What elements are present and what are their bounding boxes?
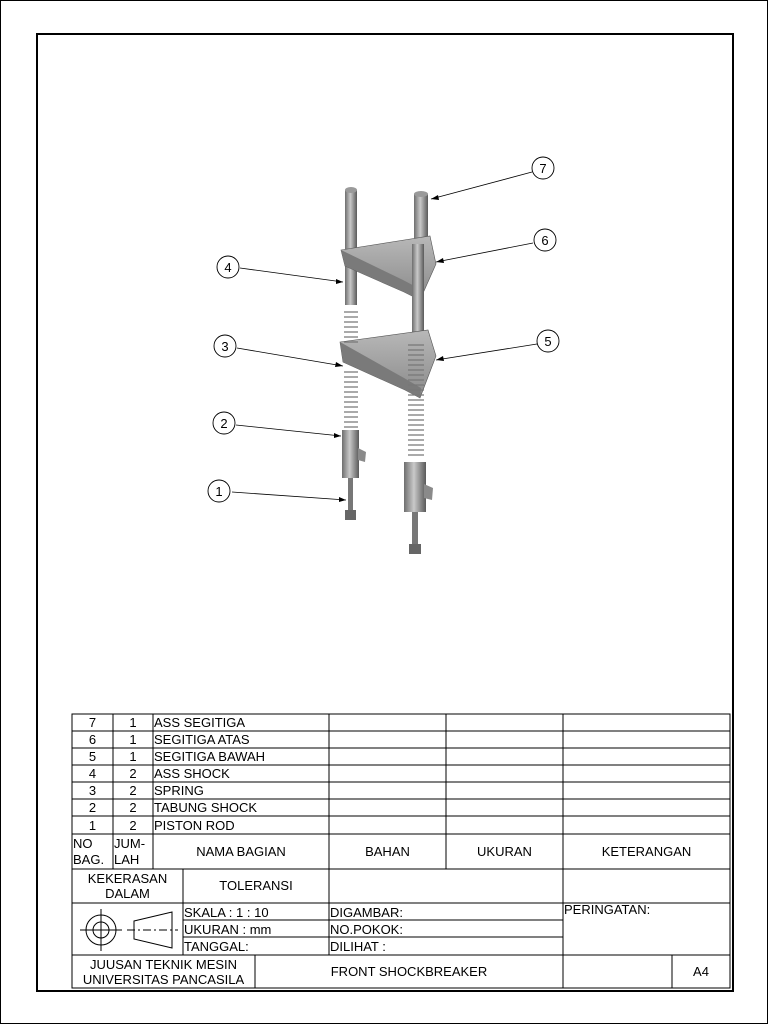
projection-symbol-icon	[80, 909, 178, 951]
part-qty: 2	[129, 766, 137, 781]
leader-line-7	[431, 172, 532, 199]
part-no: 4	[88, 766, 97, 781]
callout-label-5: 5	[544, 334, 552, 349]
tolerance-label: TOLERANSI	[219, 878, 293, 893]
part-qty: 1	[129, 749, 137, 764]
part-qty: 2	[129, 783, 137, 798]
department-line1: JUUSAN TEKNIK MESIN	[89, 957, 238, 972]
right-tube-bracket	[424, 484, 433, 500]
hardness-label-line1: KEKERASAN	[87, 871, 168, 886]
part-no: 2	[88, 800, 97, 815]
header-no-line1: NO	[73, 836, 93, 851]
header-qty-line2: LAH	[114, 852, 140, 867]
right-rod-top	[414, 191, 428, 197]
header-size: UKURAN	[477, 844, 532, 859]
leader-line-3	[237, 348, 343, 366]
scale-label: SKALA : 1 : 10	[184, 905, 269, 920]
hardness-label-line2: DALAM	[105, 886, 150, 901]
part-qty: 1	[129, 732, 137, 747]
right-piston-end	[409, 544, 421, 554]
callout-label-2: 2	[220, 416, 228, 431]
arrow-1	[339, 497, 346, 502]
header-name: NAMA BAGIAN	[196, 844, 286, 859]
part-no: 7	[88, 715, 97, 730]
left-piston-end	[345, 510, 356, 520]
leader-line-2	[236, 425, 341, 436]
callout-label-4: 4	[224, 260, 232, 275]
leader-line-6	[436, 243, 533, 262]
callout-label-1: 1	[215, 484, 223, 499]
warning-label: PERINGATAN:	[564, 902, 651, 917]
date-label: TANGGAL:	[184, 939, 249, 954]
leader-line-1	[232, 492, 346, 500]
header-remarks: KETERANGAN	[601, 844, 692, 859]
part-name: ASS SEGITIGA	[154, 715, 246, 730]
part-number-label: NO.POKOK:	[330, 922, 403, 937]
header-no-line2: BAG.	[73, 852, 105, 867]
callout-label-3: 3	[221, 339, 229, 354]
part-no: 5	[88, 749, 97, 764]
header-material: BAHAN	[365, 844, 410, 859]
part-no: 1	[88, 818, 97, 833]
left-piston-rod	[348, 478, 353, 512]
part-name: SEGITIGA BAWAH	[154, 749, 266, 764]
callout-label-6: 6	[541, 233, 549, 248]
paper-size: A4	[693, 964, 709, 979]
right-long-rod	[412, 244, 424, 344]
checked-by-label: DILIHAT :	[330, 939, 386, 954]
left-tube-bracket	[358, 448, 366, 462]
left-spring	[344, 312, 358, 427]
part-name: PISTON ROD	[154, 818, 235, 833]
part-qty: 2	[129, 800, 137, 815]
arrow-3	[335, 362, 343, 367]
part-qty: 1	[129, 715, 137, 730]
part-name: TABUNG SHOCK	[154, 800, 258, 815]
part-name: ASS SHOCK	[154, 766, 230, 781]
right-shock-tube	[404, 462, 426, 512]
part-no: 3	[88, 783, 97, 798]
left-shock-tube	[342, 430, 359, 478]
drawing-title: FRONT SHOCKBREAKER	[330, 964, 488, 979]
part-name: SEGITIGA ATAS	[154, 732, 250, 747]
leader-line-5	[436, 344, 537, 360]
unit-label: UKURAN : mm	[184, 922, 272, 937]
drawn-by-label: DIGAMBAR:	[330, 905, 403, 920]
arrow-7	[431, 195, 439, 200]
part-qty: 2	[129, 818, 137, 833]
part-name: SPRING	[154, 783, 204, 798]
leader-line-4	[240, 268, 343, 282]
header-qty-line1: JUM-	[114, 836, 146, 851]
callout-label-7: 7	[539, 161, 547, 176]
left-rod-top	[345, 187, 357, 193]
arrow-6	[436, 258, 444, 263]
part-no: 6	[88, 732, 97, 747]
right-piston-rod	[412, 512, 418, 546]
arrow-5	[436, 356, 444, 361]
department-line2: UNIVERSITAS PANCASILA	[82, 972, 245, 987]
